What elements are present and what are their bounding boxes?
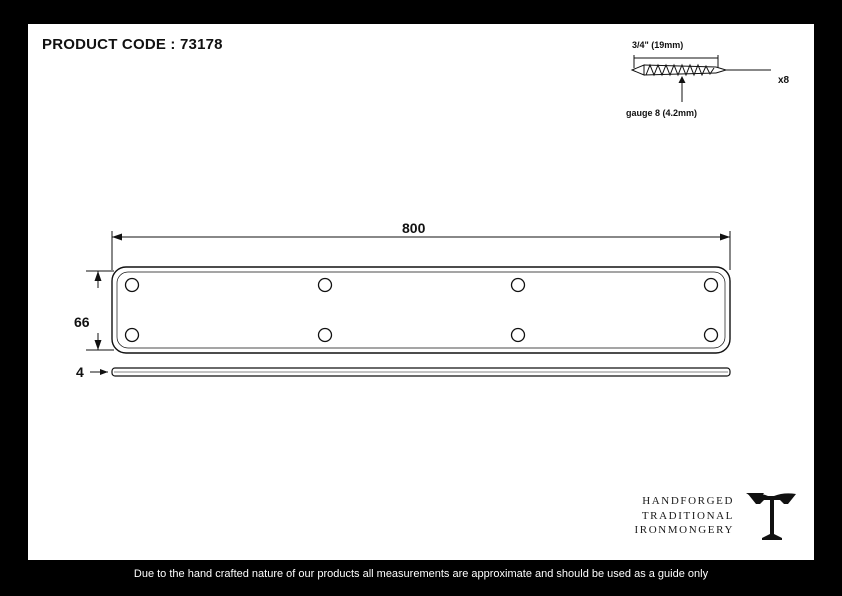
- technical-drawing: [28, 24, 814, 560]
- brand-line-3: IRONMONGERY: [634, 524, 734, 537]
- product-code-label: PRODUCT CODE : 73178: [42, 36, 223, 53]
- brand-line-1: HANDFORGED: [642, 494, 734, 507]
- drawing-sheet: [28, 24, 814, 560]
- screw-quantity-label: x8: [778, 75, 790, 86]
- brand-logo: [635, 490, 801, 542]
- footer-disclaimer: Due to the hand crafted nature of our products all measurements are approximate and should be used as a guide only: [133, 568, 709, 580]
- brand-wordmark: [635, 494, 735, 539]
- backplate-drawing-svg: [28, 24, 814, 560]
- anvil-letter-a-icon: [744, 490, 800, 542]
- dimension-height-value: 66: [74, 314, 90, 330]
- dimension-thickness-value: 4: [76, 364, 84, 380]
- brand-line-2: TRADITIONAL: [641, 509, 734, 522]
- screw-length-label: 3/4" (19mm): [632, 40, 684, 50]
- dimension-width-value: 800: [402, 220, 426, 236]
- screw-gauge-label: gauge 8 (4.2mm): [626, 108, 698, 118]
